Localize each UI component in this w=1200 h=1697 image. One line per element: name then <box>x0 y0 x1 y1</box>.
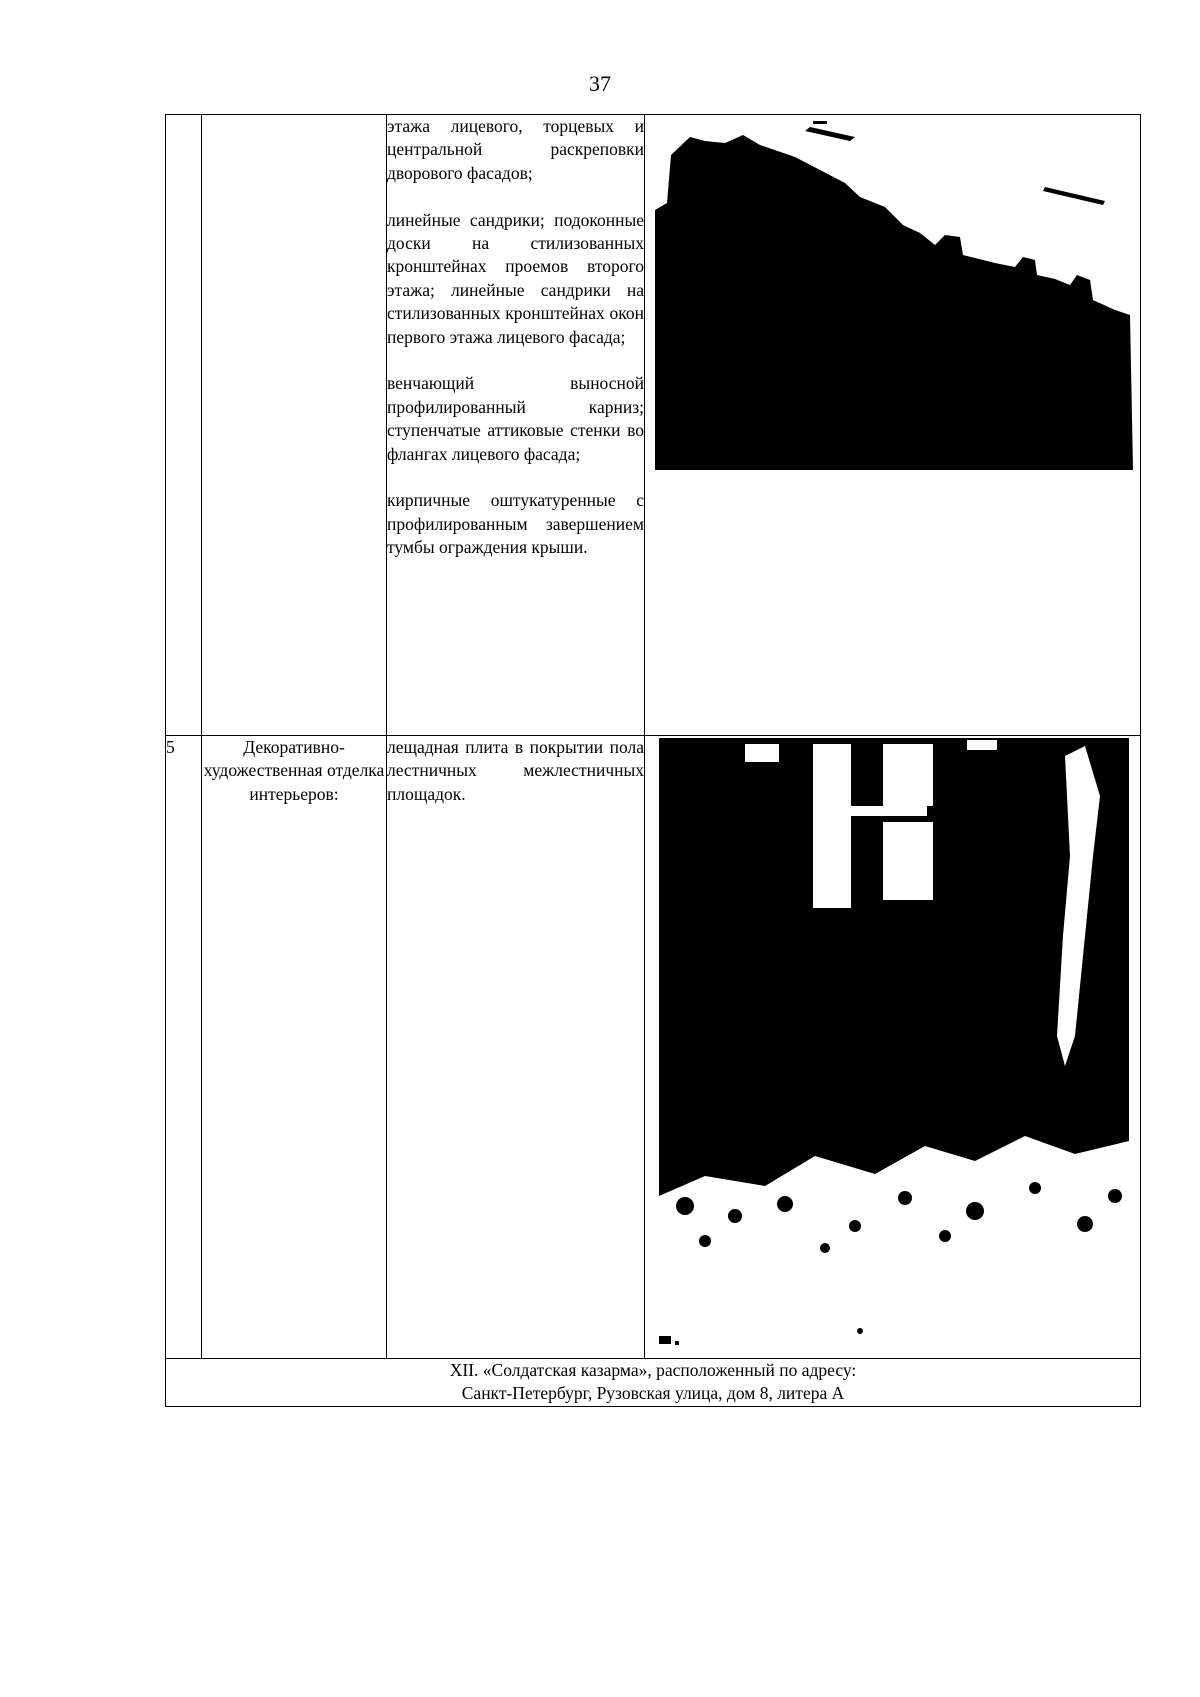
interior-photo-cell <box>645 736 1141 1359</box>
section-heading <box>166 1359 1141 1407</box>
objects-table <box>165 114 1141 1407</box>
description-paragraph: лещадная плита в покрытии пола лестничных межлестничных площадок. <box>387 737 644 804</box>
table-row <box>166 115 1141 736</box>
row-description <box>387 736 645 1359</box>
table-row <box>166 736 1141 1359</box>
row-number <box>166 115 202 736</box>
section-heading-line: XII. «Солдатская казарма», расположенный по адресу: <box>449 1360 857 1380</box>
row-name <box>202 115 387 736</box>
row-description <box>387 115 645 736</box>
row-name: Декоративно-художественная отделка интерьеров: <box>202 736 387 1359</box>
row-number: 5 <box>166 736 202 1359</box>
page-number: 37 <box>589 71 611 96</box>
facade-photo-cell <box>645 115 1141 736</box>
section-heading-line: Санкт-Петербург, Рузовская улица, дом 8, литера А <box>461 1383 845 1404</box>
description-paragraph: кирпичные оштукатуренные с профилированным завершением тумбы ограждения крыши. <box>387 490 644 558</box>
description-paragraph: линейные сандрики; подоконные доски на стилизованных кронштейнах проемов второго этажа; линейные сандрики на стилизованных кронштейнах окон первого этажа лицевого фасада; <box>387 209 644 347</box>
description-paragraph: венчающий выносной профилированный карниз; ступенчатые аттиковые стенки во флангах лицевого фасада; <box>387 373 644 464</box>
table-row <box>166 1359 1141 1407</box>
description-paragraph: этажа лицевого, торцевых и центральной раскреповки дворового фасадов; <box>387 116 644 183</box>
facade-photo <box>645 115 1139 735</box>
interior-photo <box>645 736 1139 1358</box>
